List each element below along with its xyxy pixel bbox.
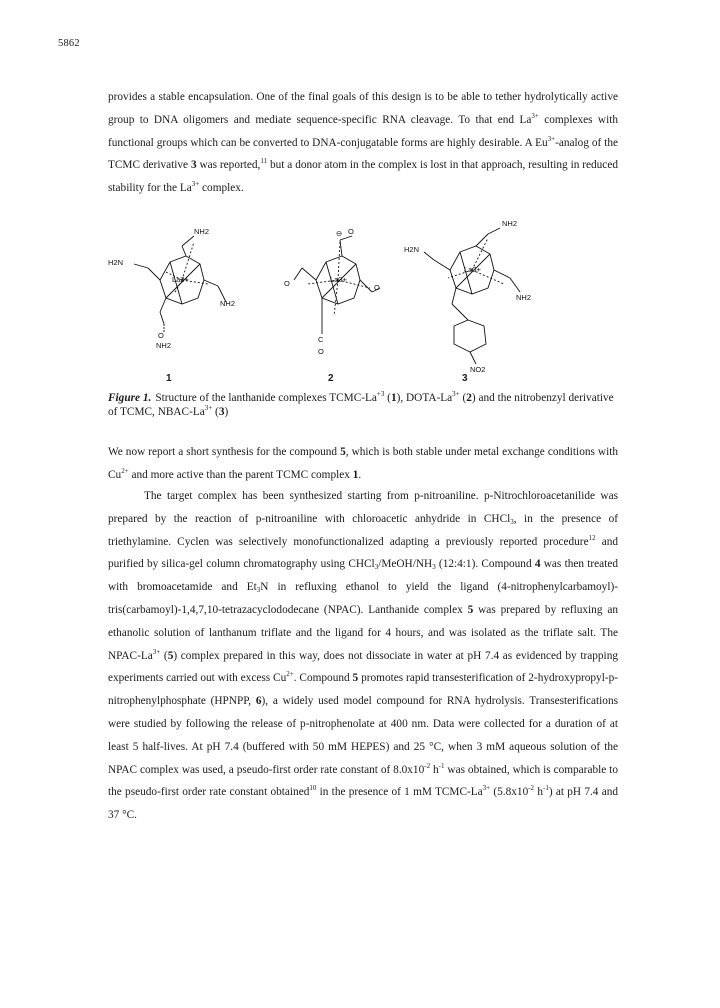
svg-text:C: C (318, 335, 324, 344)
results-intro-paragraph: We now report a short synthesis for the compound 5, which is both stable under metal exchange conditions with $Cu^{2+}$ and more active than the parent TCMC complex 1. (108, 446, 618, 481)
structure-2-drawing (294, 236, 380, 334)
structure-number-2: 2 (328, 373, 334, 384)
svg-text:NH2: NH2 (220, 299, 236, 308)
figure-caption: Figure 1. Structure of the lanthanide complexes TCMC-$La^{+3}$ (1), DOTA-$La^{3+}$ (2) and the nitrobenzyl derivative of TCMC, NBAC-$La^{3+}$ (3) (108, 390, 614, 418)
structure-2-labels (284, 227, 380, 356)
svg-text:NO2: NO2 (470, 365, 486, 374)
structure-number-3: 3 (462, 373, 468, 384)
figure-structures (108, 212, 618, 387)
svg-text:H2N: H2N (404, 245, 420, 254)
caption-label: Figure 1. (108, 392, 152, 404)
svg-text:⊖: ⊖ (336, 229, 343, 238)
svg-text:O: O (158, 331, 164, 340)
svg-text:La3+: La3+ (330, 275, 347, 284)
svg-text:NH2: NH2 (516, 293, 532, 302)
svg-text:La3+: La3+ (464, 265, 481, 274)
svg-text:O: O (348, 227, 354, 236)
chemical-structures-drawing (108, 212, 618, 382)
structure-1-labels (108, 227, 235, 350)
page-number: 5862 (58, 38, 80, 49)
svg-text:NH2: NH2 (194, 227, 210, 236)
structure-1-drawing (134, 236, 226, 332)
structure-number-1: 1 (166, 373, 172, 384)
svg-text:NH2: NH2 (502, 219, 518, 228)
synthesis-paragraph: The target complex has been synthesized starting from p-nitroaniline. p-Nitrochloroacetanilide was prepared by the reaction of p-nitroaniline with chloroacetic anhydride in CHCl$_3$, in the presence of triethylamine. Cyclen was selectively monofunctionalized adapting a previously reported procedure$^{12}$ and purified by silica-gel column chromatography using $CHCl_3/MeOH/NH_3$ (12:4:1). Compound 4 was then treated with bromoacetamide and $Et_3N$ in refluxing ethanol to yield the ligand (4-nitrophenylcarbamoyl)-tris(carbamoyl)-1,4,7,10-tetrazacyclododecane (NPAC). Lanthanide complex 5 was prepared by refluxing an ethanolic solution of lanthanum triflate and the ligand for 4 hours, and was isolated as the triflate salt. The NPAC-$La^{3+}$ (5) complex prepared in this way, does not dissociate in water at pH 7.4 as evidenced by trapping experiments carried out with excess $Cu^{2+}$. Compound 5 promotes rapid transesterification of 2-hydroxypropyl-p-nitrophenylphosphate (HPNPP, 6), a widely used model compound for RNA hydrolysis. Transesterifications were studied by following the release of p-nitrophenolate at 400 nm. Data were collected for a duration of at least 5 half-lives. At pH 7.4 (buffered with 50 mM HEPES) and 25 °C, when 3 mM aqueous solution of the NPAC complex was used, a pseudo-first order rate constant of $8.0x10^{-2}$ $h^{-1}$ was obtained, which is comparable to the pseudo-first order rate constant obtained$^{10}$ in the presence of 1 mM TCMC-$La^{3+}$ ($5.8x10^{-2}$ $h^{-1}$) at pH 7.4 and 37 °C. (108, 490, 619, 822)
svg-text:O: O (284, 279, 290, 288)
svg-text:H2N: H2N (108, 258, 124, 267)
structure-3-drawing (424, 228, 520, 364)
svg-text:NH2: NH2 (156, 341, 172, 350)
svg-text:O: O (318, 347, 324, 356)
svg-text:O: O (374, 283, 380, 292)
svg-text:La3+: La3+ (172, 275, 189, 284)
intro-paragraph: provides a stable encapsulation. One of the final goals of this design is to be able to tether hydrolytically active group to DNA oligomers and mediate sequence-specific RNA cleavage. To that end $La^{3+}$ complexes with functional groups which can be converted to DNA-conjugatable forms are highly desirable. A $Eu^{3+}$-analog of the TCMC derivative 3 was reported,$^{11}$ but a donor atom in the complex is lost in that approach, resulting in reduced stability for the $La^{3+}$ complex. (108, 91, 618, 195)
